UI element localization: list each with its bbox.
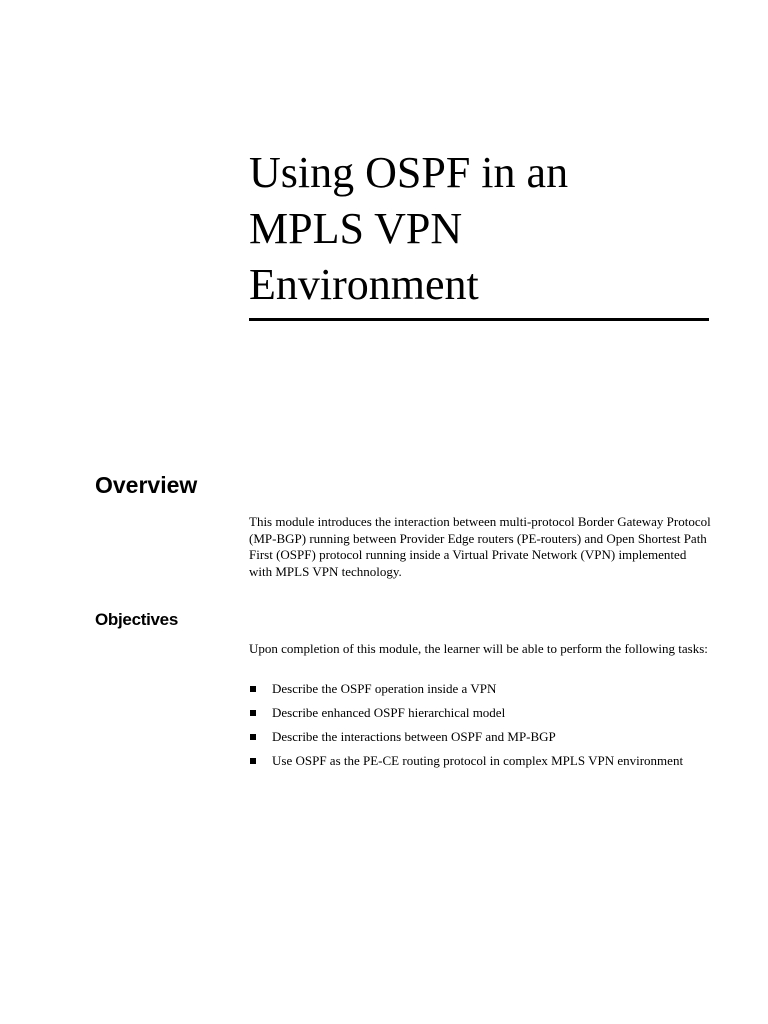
objective-text: Describe enhanced OSPF hierarchical model	[272, 705, 506, 720]
overview-heading: Overview	[95, 472, 198, 498]
objective-text: Use OSPF as the PE-CE routing protocol in complex MPLS VPN environment	[272, 753, 684, 768]
chapter-title-line-3: Environment	[249, 260, 479, 309]
objectives-intro: Upon completion of this module, the learner will be able to perform the following tasks:	[249, 641, 708, 656]
square-bullet-icon	[250, 686, 256, 692]
square-bullet-icon	[250, 758, 256, 764]
overview-paragraph: This module introduces the interaction between multi-protocol Border Gateway Protocol (MP-BGP) running between Provider Edge routers (PE-routers) and Open Shortest Path First (OSPF) protocol running inside a Virtual Private Network (VPN) implemented with MPLS VPN technology.	[249, 514, 711, 579]
objectives-heading: Objectives	[95, 610, 178, 629]
objective-item	[249, 753, 711, 769]
objective-item	[249, 705, 711, 721]
chapter-title	[249, 145, 709, 313]
title-divider	[249, 318, 709, 321]
square-bullet-icon	[250, 734, 256, 740]
objective-text: Describe the OSPF operation inside a VPN	[272, 681, 497, 696]
square-bullet-icon	[250, 710, 256, 716]
objective-item	[249, 729, 711, 745]
objective-item	[249, 681, 711, 697]
chapter-title-line-2: MPLS VPN	[249, 204, 463, 253]
objective-text: Describe the interactions between OSPF and MP-BGP	[272, 729, 556, 744]
objectives-list	[249, 681, 711, 777]
chapter-title-line-1: Using OSPF in an	[249, 148, 569, 197]
